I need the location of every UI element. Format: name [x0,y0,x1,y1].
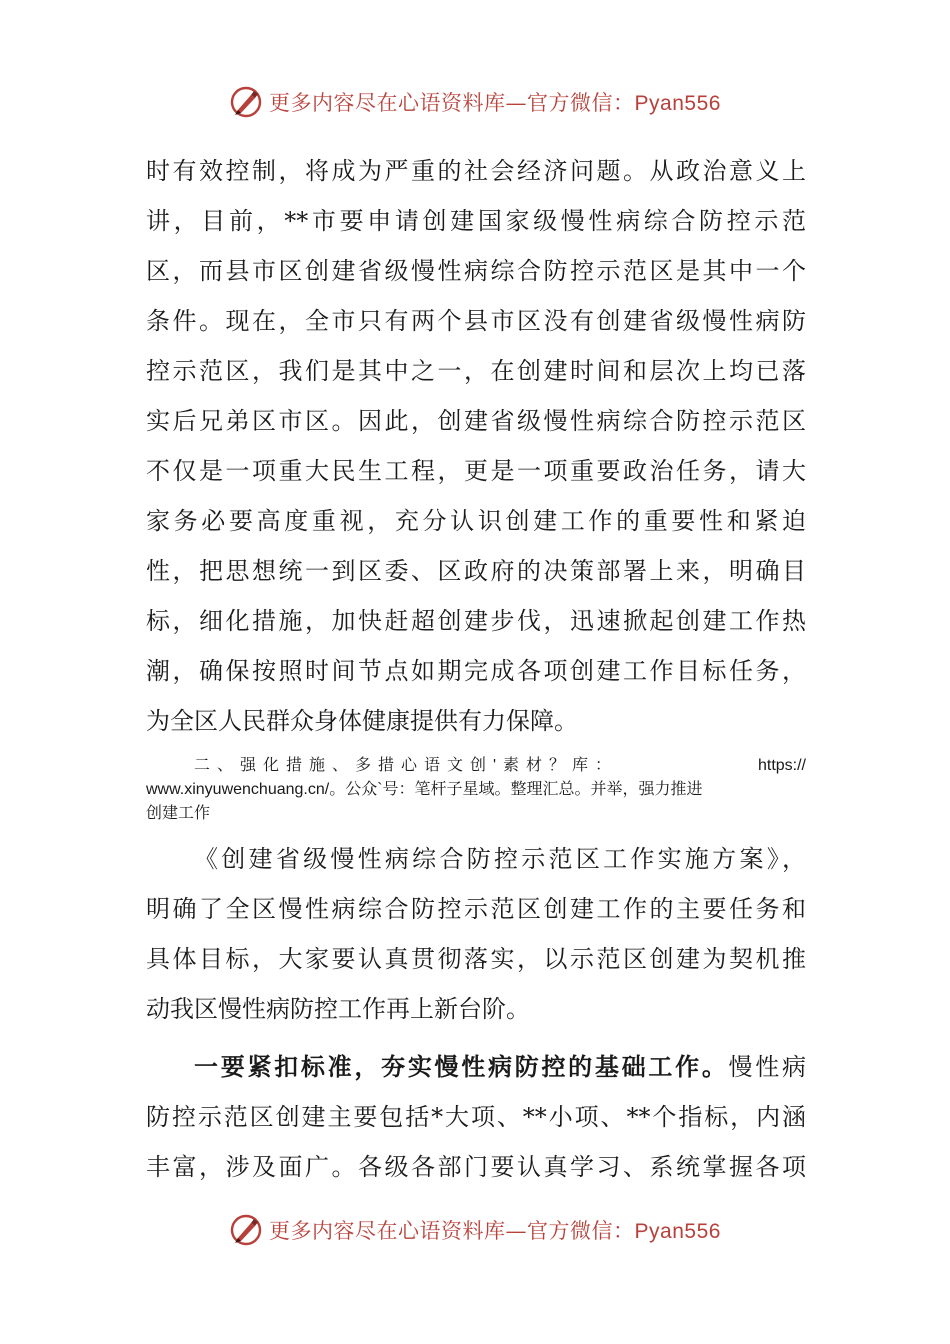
paragraph-1 [146,146,806,746]
text-line: 具体目标，大家要认真贯彻落实，以示范区创建为契机推 [146,945,806,973]
text-line: 时有效控制，将成为严重的社会经济问题。从政治意义上 [146,157,806,185]
header-banner-text: 更多内容尽在心语资料库—官方微信：Pyan556 [269,91,721,115]
text-line: 不仅是一项重大民生工程，更是一项重要政治任务，请大 [146,457,806,485]
pen-logo-icon [229,85,263,119]
heading-url-prefix: https:// [757,757,806,774]
text-line: 为全区人民群众身体健康提供有力保障。 [146,707,578,735]
bold-lead-sentence: 一要紧扣标准，夯实慢性病防控的基础工作。 [194,1052,729,1081]
text-line: 区，而县市区创建省级慢性病综合防控示范区是其中一个 [146,257,806,285]
document-body [146,146,806,1192]
text-line: 明确了全区慢性病综合防控示范区创建工作的主要任务和 [146,895,806,923]
paragraph-3 [146,1042,806,1192]
text-line: 防控示范区创建主要包括*大项、**小项、**个指标，内涵 [146,1103,806,1131]
pen-logo-icon [229,1213,263,1247]
paragraph-2 [146,834,806,1034]
heading-line-1: 二、强化措施、多措心语文创'素材？库： [194,757,619,774]
text-line [146,1042,806,1092]
footer-banner [0,1208,950,1252]
text-line: 动我区慢性病防控工作再上新台阶。 [146,995,530,1023]
text-line: 实后兄弟区市区。因此，创建省级慢性病综合防控示范区 [146,407,806,435]
heading-line-3: 创建工作 [146,805,211,822]
text-line: 家务必要高度重视，充分认识创建工作的重要性和紧迫 [146,507,806,535]
text-line: 条件。现在，全市只有两个县市区没有创建省级慢性病防 [146,307,806,335]
text-line: 性，把思想统一到区委、区政府的决策部署上来，明确目 [146,557,806,585]
text-line: 丰富，涉及面广。各级各部门要认真学习、系统掌握各项 [146,1153,806,1181]
section-heading-small [146,754,806,826]
lead-rest: 慢性病 [728,1053,807,1081]
text-line: 标，细化措施，加快赶超创建步伐，迅速掀起创建工作热 [146,607,806,635]
text-line: 讲，目前，**市要申请创建国家级慢性病综合防控示范 [146,207,806,235]
header-banner [0,80,950,124]
text-line: 《创建省级慢性病综合防控示范区工作实施方案》， [194,845,806,873]
text-line: 控示范区，我们是其中之一，在创建时间和层次上均已落 [146,357,806,385]
footer-banner-text: 更多内容尽在心语资料库—官方微信：Pyan556 [269,1219,721,1243]
heading-line-2: www.xinyuwenchuang.cn/。公众`号：笔杆子星域。整理汇总。并举，强力推进 [146,781,703,798]
text-line: 潮，确保按照时间节点如期完成各项创建工作目标任务， [146,657,806,685]
